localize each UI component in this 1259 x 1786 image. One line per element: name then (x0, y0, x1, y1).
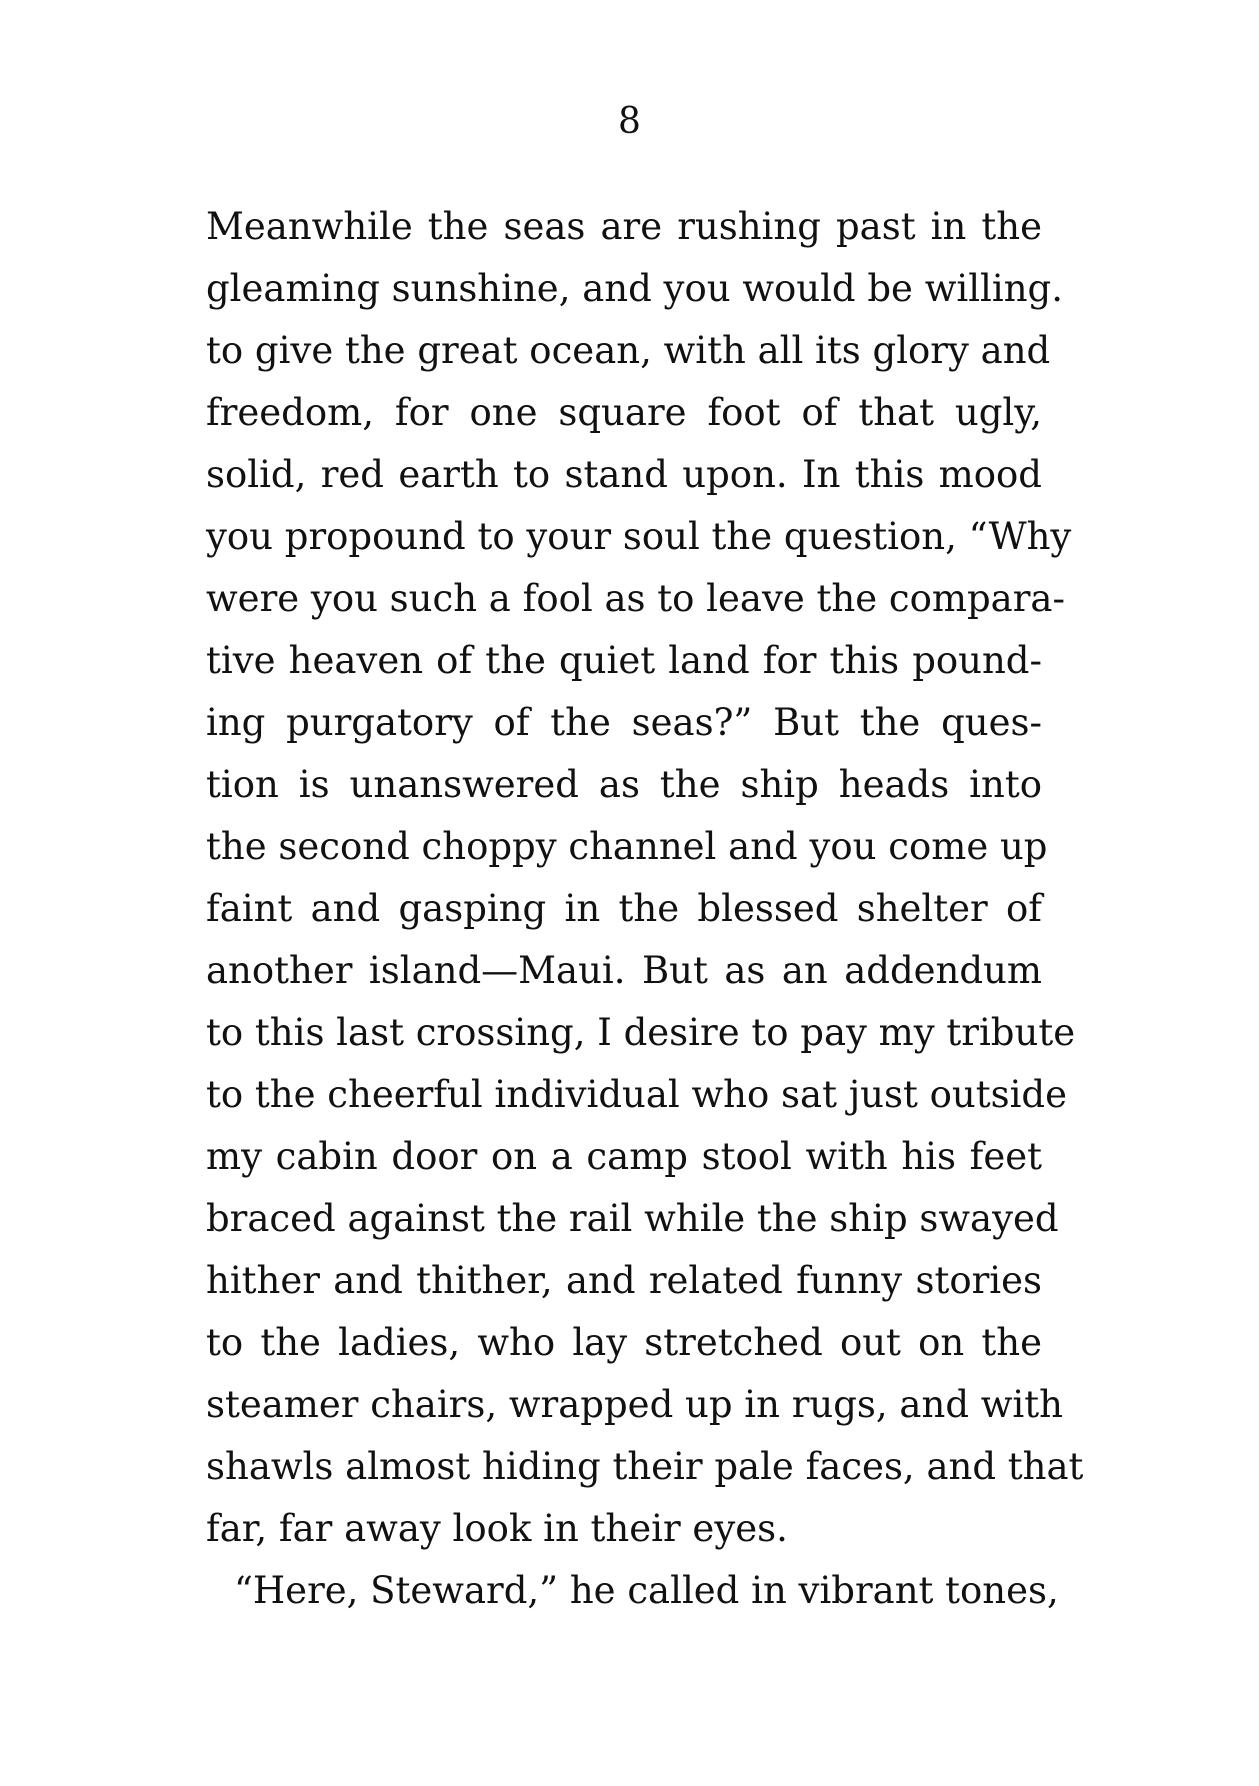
text-line: braced against the rail while the ship swayed (206, 1197, 1059, 1240)
text-line: my cabin door on a camp stool with his feet (206, 1135, 1042, 1178)
text-line: steamer chairs, wrapped up in rugs, and with (206, 1383, 1063, 1426)
text-line: gleaming sunshine, and you would be willing. (206, 267, 1063, 310)
text-line: another island—Maui. But as an addendum (206, 949, 1042, 992)
text-line: to the ladies, who lay stretched out on the (206, 1321, 1042, 1364)
paragraph-end-line: far, far away look in their eyes. (206, 1507, 788, 1550)
text-line: freedom, for one square foot of that ugly, (206, 391, 1042, 434)
text-line: shawls almost hiding their pale faces, and that (206, 1445, 1084, 1488)
text-line: to the cheerful individual who sat just outside (206, 1073, 1068, 1116)
text-line: solid, red earth to stand upon. In this mood (206, 453, 1042, 496)
text-line: the second choppy channel and you come up (206, 825, 1048, 868)
paragraph-start-line: “Here, Steward,” he called in vibrant tones, (234, 1569, 1059, 1612)
text-line: Meanwhile the seas are rushing past in the (206, 205, 1042, 248)
text-line: faint and gasping in the blessed shelter of (206, 887, 1042, 930)
text-line: tion is unanswered as the ship heads into (206, 763, 1042, 806)
text-line: ing purgatory of the seas?” But the ques- (206, 701, 1042, 744)
text-line: to give the great ocean, with all its glory and (206, 329, 1051, 372)
text-line: hither and thither, and related funny stories (206, 1259, 1042, 1302)
text-line: you propound to your soul the question, “Why (206, 515, 1072, 558)
page-number: 8 (618, 101, 641, 142)
text-line: to this last crossing, I desire to pay my tribute (206, 1011, 1076, 1054)
text-line: tive heaven of the quiet land for this pound- (206, 639, 1042, 682)
text-line: were you such a fool as to leave the compara- (206, 577, 1065, 620)
body-text (206, 196, 1084, 1622)
